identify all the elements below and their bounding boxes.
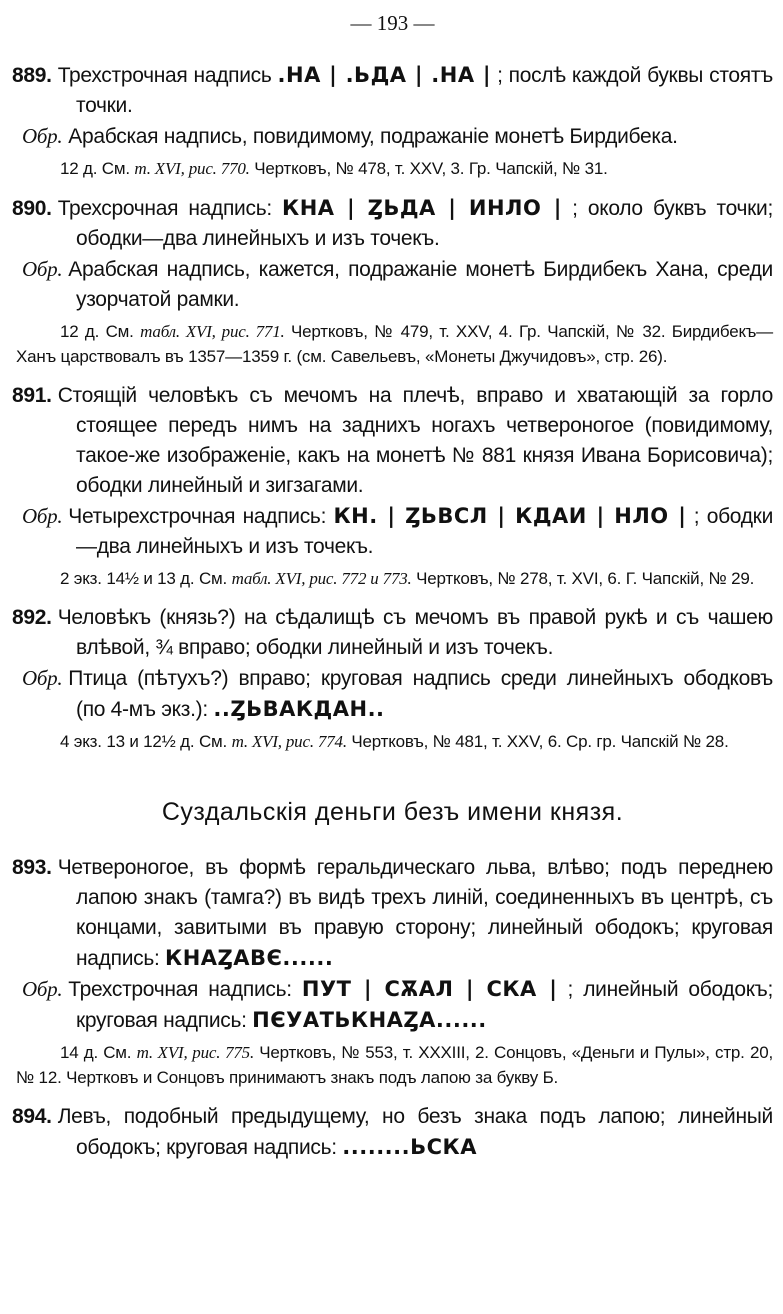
entry-number: 891. xyxy=(12,384,52,407)
reference-note: 12 д. См. табл. XVI, рис. 771. Чертковъ, № 479, т. XXV, 4. Гр. Чапскій, № 32. Бирдибекъ—Ханъ царствовалъ въ 1357—1359 г. (см. Савельевъ, «Монеты Джучидовъ», стр. 26). xyxy=(16,322,773,366)
reverse-label: Обр. xyxy=(22,666,63,690)
reference-note: 12 д. См. т. XVI, рис. 770. Чертковъ, № 478, т. XXV, 3. Гр. Чапскій, № 31. xyxy=(60,159,608,178)
catalog-entry-891 xyxy=(12,381,773,591)
catalog-entry-893 xyxy=(12,853,773,1090)
reference-note: 14 д. См. т. XVI, рис. 775. Чертковъ, № 553, т. XXXIII, 2. Сонцовъ, «Деньги и Пулы», стр. 20, № 12. Чертковъ и Сонцовъ принимаютъ знакъ подъ лапою за букву Б. xyxy=(16,1043,773,1087)
old-slavonic-inscription: ..ȤЬВАКДАН.. xyxy=(213,697,385,721)
reverse-label: Обр. xyxy=(22,124,63,148)
reverse-description: Обр. Арабская надпись, повидимому, подражаніе монетѣ Бирдибека. xyxy=(22,124,678,148)
page-number: — 193 — xyxy=(350,11,435,35)
entry-number: 889. xyxy=(12,64,52,87)
old-slavonic-inscription: .НА | .ЬДА | .НА | xyxy=(277,63,492,87)
obverse-description: 894. Левъ, подобный предыдущему, но безъ знака подъ лапою; линейный ободокъ; круговая надпись: ........ЬСКА xyxy=(12,1105,773,1159)
old-slavonic-inscription: ........ЬСКА xyxy=(342,1135,477,1159)
entry-number: 893. xyxy=(12,856,52,879)
reference-note: 4 экз. 13 и 12½ д. См. т. XVI, рис. 774. Чертковъ, № 481, т. XXV, 6. Ср. гр. Чапскій № 28. xyxy=(60,732,729,751)
obverse-description: 893. Четвероногое, въ формѣ геральдическаго льва, влѣво; подъ переднею лапою знакъ (тамга?) въ видѣ трехъ линій, соединенныхъ въ центрѣ, съ концами, завитыми въ правую сторону; линейный ободокъ; круговая надпись: КНАȤАВЄ...... xyxy=(12,856,773,970)
reverse-label: Обр. xyxy=(22,257,63,281)
old-slavonic-inscription: КН. | ȤЬВСЛ | КДАИ | НЛО | xyxy=(333,504,687,528)
reverse-description: Обр. Птица (пѣтухъ?) вправо; круговая надпись среди линейныхъ ободковъ (по 4-мъ экз.): ..ȤЬВАКДАН.. xyxy=(22,666,773,721)
obverse-description: 890. Трехсрочная надпись: КНА | ȤЬДА | ИНЛО | ; около буквъ точки; ободки—два линейныхъ и изъ точекъ. xyxy=(12,196,773,250)
reverse-label: Обр. xyxy=(22,504,63,528)
reverse-label: Обр. xyxy=(22,977,63,1001)
catalog-entry-890 xyxy=(12,193,773,369)
obverse-description: 891. Стоящій человѣкъ съ мечомъ на плечѣ, вправо и хватающій за горло стоящее передъ нимъ на заднихъ ногахъ четвероногое (повидимому, такое-же изображеніе, какъ на монетѣ № 881 князя Ивана Борисовича); ободки линейный и зигзагами. xyxy=(12,384,773,497)
entry-number: 894. xyxy=(12,1105,52,1128)
old-slavonic-inscription: КНА | ȤЬДА | ИНЛО | xyxy=(282,196,562,220)
entry-number: 892. xyxy=(12,606,52,629)
catalog-entry-894 xyxy=(12,1102,773,1163)
old-slavonic-inscription: ПУТ | СѪАЛ | СКА | xyxy=(301,977,558,1001)
obverse-description: 892. Человѣкъ (князь?) на сѣдалищѣ съ мечомъ въ правой рукѣ и съ чашею влѣвой, ¾ вправо; ободки линейный и изъ точекъ. xyxy=(12,606,773,659)
obverse-description: 889. Трехстрочная надпись .НА | .ЬДА | .НА | ; послѣ каждой буквы стоятъ точки. xyxy=(12,63,773,117)
reference-note: 2 экз. 14½ и 13 д. См. табл. XVI, рис. 772 и 773. Чертковъ, № 278, т. XVI, 6. Г. Чапскій, № 29. xyxy=(60,569,755,588)
reverse-description: Обр. Четырехстрочная надпись: КН. | ȤЬВСЛ | КДАИ | НЛО | ; ободки—два линейныхъ и изъ точекъ. xyxy=(22,504,773,558)
old-slavonic-inscription: КНАȤАВЄ...... xyxy=(165,946,334,970)
old-slavonic-inscription: ПЄУАТЬКНАȤА...... xyxy=(252,1008,487,1032)
entry-number: 890. xyxy=(12,197,52,220)
section-title: Суздальскія деньги безъ имени князя. xyxy=(161,798,624,826)
catalog-entry-892 xyxy=(12,603,773,754)
reverse-description: Обр. Трехстрочная надпись: ПУТ | СѪАЛ | СКА | ; линейный ободокъ; круговая надпись: ПЄУАТЬКНАȤА...... xyxy=(22,977,773,1032)
reverse-description: Обр. Арабская надпись, кажется, подражаніе монетѣ Бирдибекъ Хана, среди узорчатой рамки. xyxy=(22,257,773,311)
catalog-entry-889 xyxy=(12,60,773,181)
